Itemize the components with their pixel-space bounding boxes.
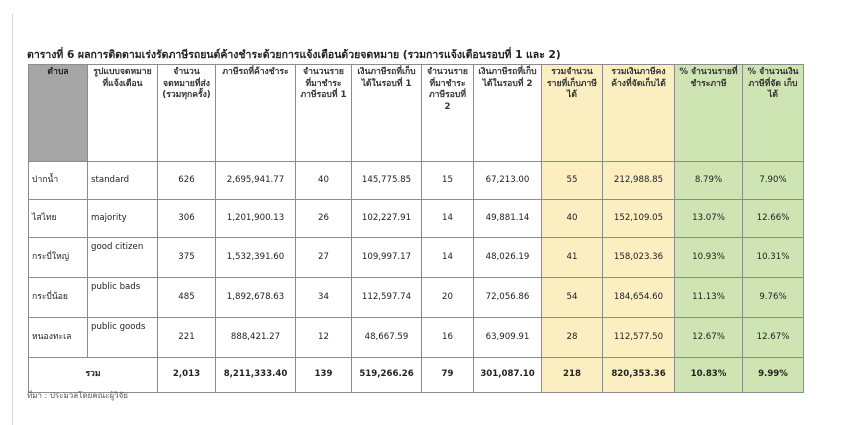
cell-pct-amount: 10.31%: [743, 238, 804, 278]
cell-collected-round2: 63,909.91: [474, 318, 542, 358]
cell-pct-payers: 11.13%: [675, 278, 743, 318]
cell-pct-amount: 12.66%: [743, 200, 804, 238]
header-tambon: ตำบล: [29, 65, 88, 162]
cell-collected-round1: 48,667.59: [352, 318, 422, 358]
cell-total-payers: 28: [542, 318, 603, 358]
total-row: [29, 358, 804, 393]
cell-total-payers: 40: [542, 200, 603, 238]
cell-letters-sent: 221: [158, 318, 216, 358]
cell-collected-round2: 49,881.14: [474, 200, 542, 238]
cell-letters-sent: 375: [158, 238, 216, 278]
cell-payers-round1: 34: [296, 278, 352, 318]
header-total-payers: รวมจำนวนรายที่เก็บภาษีได้: [542, 65, 603, 162]
cell-payers-round2: 14: [422, 238, 474, 278]
window-top-edge: [0, 0, 851, 14]
cell-collected-round1: 109,997.17: [352, 238, 422, 278]
table-header-row: [29, 65, 804, 162]
window-left-edge: [0, 0, 13, 425]
cell-payers-round2: 20: [422, 278, 474, 318]
total-cell: 139: [296, 358, 352, 393]
cell-total-collected: 158,023.36: [603, 238, 675, 278]
table-row: [29, 162, 804, 200]
cell-tax-owed: 1,532,391.60: [216, 238, 296, 278]
cell-letters-sent: 626: [158, 162, 216, 200]
cell-collected-round2: 72,056.86: [474, 278, 542, 318]
cell-total-collected: 152,109.05: [603, 200, 675, 238]
cell-total-collected: 184,654.60: [603, 278, 675, 318]
cell-total-payers: 55: [542, 162, 603, 200]
cell-letters-sent: 485: [158, 278, 216, 318]
cell-total-payers: 54: [542, 278, 603, 318]
header-tax-owed: ภาษีรถที่ค้างชำระ: [216, 65, 296, 162]
cell-pct-amount: 7.90%: [743, 162, 804, 200]
table-row: [29, 318, 804, 358]
cell-payers-round2: 15: [422, 162, 474, 200]
total-cell: 79: [422, 358, 474, 393]
cell-payers-round1: 12: [296, 318, 352, 358]
cell-payers-round2: 16: [422, 318, 474, 358]
cell-letter-type: good citizen: [88, 238, 158, 278]
table-row: [29, 238, 804, 278]
total-cell: 301,087.10: [474, 358, 542, 393]
cell-payers-round1: 26: [296, 200, 352, 238]
cell-tambon: กระบี่น้อย: [29, 278, 88, 318]
header-payers-round1: จำนวนรายที่มาชำระภาษีรอบที่ 1: [296, 65, 352, 162]
cell-pct-amount: 9.76%: [743, 278, 804, 318]
table-row: [29, 200, 804, 238]
total-cell: 10.83%: [675, 358, 743, 393]
cell-collected-round2: 48,026.19: [474, 238, 542, 278]
cell-tax-owed: 2,695,941.77: [216, 162, 296, 200]
cell-collected-round1: 102,227.91: [352, 200, 422, 238]
header-letters-sent: จำนวนจดหมายที่ส่ง (รวมทุกครั้ง): [158, 65, 216, 162]
cell-tambon: ปากน้ำ: [29, 162, 88, 200]
total-cell: 9.99%: [743, 358, 804, 393]
cell-tambon: ไสไทย: [29, 200, 88, 238]
table-caption: ตารางที่ 6 ผลการติดตามเร่งรัดภาษีรถยนต์ค้างชำระด้วยการแจ้งเตือนด้วยจดหมาย (รวมการแจ้งเตือนรอบที่ 1 และ 2): [27, 49, 561, 61]
total-cell: 2,013: [158, 358, 216, 393]
cell-letter-type: public goods: [88, 318, 158, 358]
results-table: [28, 64, 804, 393]
header-payers-round2: จำนวนรายที่มาชำระภาษีรอบที่ 2: [422, 65, 474, 162]
cell-letter-type: majority: [88, 200, 158, 238]
cell-tax-owed: 888,421.27: [216, 318, 296, 358]
header-letter-type: รูปแบบจดหมายที่แจ้งเตือน: [88, 65, 158, 162]
total-label: รวม: [29, 358, 158, 393]
cell-total-collected: 112,577.50: [603, 318, 675, 358]
cell-letters-sent: 306: [158, 200, 216, 238]
total-cell: 8,211,333.40: [216, 358, 296, 393]
cell-pct-payers: 13.07%: [675, 200, 743, 238]
source-note: ที่มา : ประมวลโดยคณะผู้วิจัย: [27, 391, 128, 400]
cell-pct-payers: 10.93%: [675, 238, 743, 278]
cell-total-payers: 41: [542, 238, 603, 278]
cell-tambon: กระบี่ใหญ่: [29, 238, 88, 278]
total-cell: 218: [542, 358, 603, 393]
header-total-collected: รวมเงินภาษีคงค้างที่จัดเก็บได้: [603, 65, 675, 162]
cell-pct-amount: 12.67%: [743, 318, 804, 358]
cell-letter-type: public bads: [88, 278, 158, 318]
cell-collected-round1: 145,775.85: [352, 162, 422, 200]
cell-pct-payers: 8.79%: [675, 162, 743, 200]
cell-letter-type: standard: [88, 162, 158, 200]
header-pct-amount: % จำนวนเงินภาษีที่จัด เก็บได้: [743, 65, 804, 162]
cell-collected-round1: 112,597.74: [352, 278, 422, 318]
cell-tax-owed: 1,892,678.63: [216, 278, 296, 318]
cell-pct-payers: 12.67%: [675, 318, 743, 358]
total-cell: 820,353.36: [603, 358, 675, 393]
header-collected-round1: เงินภาษีรถที่เก็บได้ในรอบที่ 1: [352, 65, 422, 162]
header-pct-payers: % จำนวนรายที่ชำระภาษี: [675, 65, 743, 162]
cell-payers-round1: 27: [296, 238, 352, 278]
table-row: [29, 278, 804, 318]
cell-collected-round2: 67,213.00: [474, 162, 542, 200]
cell-total-collected: 212,988.85: [603, 162, 675, 200]
cell-tambon: หนองทะเล: [29, 318, 88, 358]
cell-tax-owed: 1,201,900.13: [216, 200, 296, 238]
total-cell: 519,266.26: [352, 358, 422, 393]
cell-payers-round1: 40: [296, 162, 352, 200]
cell-payers-round2: 14: [422, 200, 474, 238]
header-collected-round2: เงินภาษีรถที่เก็บได้ในรอบที่ 2: [474, 65, 542, 162]
